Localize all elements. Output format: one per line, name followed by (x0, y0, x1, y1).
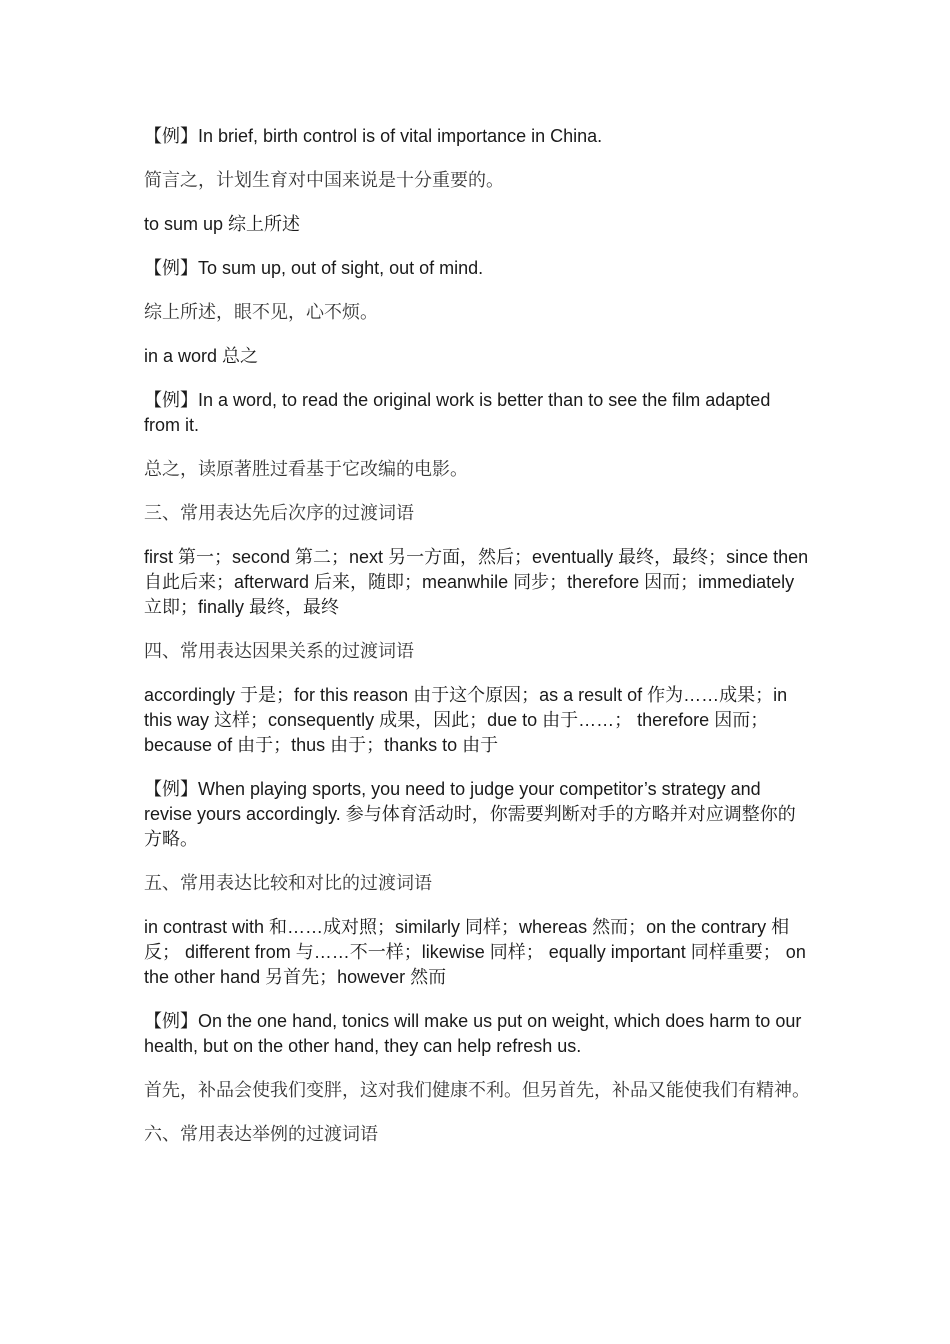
example-sentence: 【例】On the one hand, tonics will make us put on weight, which does harm to our health, but on the other hand, they can help refresh us. (144, 1011, 802, 1056)
vocabulary-list: in contrast with 和……成对照；similarly 同样；whereas 然而；on the contrary 相反； different from 与……不一样；likewise 同样； equally important 同样重要； on the other hand 另首先；however 然而 (144, 917, 806, 987)
phrase-entry: in a word 总之 (144, 346, 259, 366)
vocabulary-list: accordingly 于是；for this reason 由于这个原因；as a result of 作为……成果；in this way 这样；consequently 成果，因此；due to 由于……； therefore 因而；because of 由于；thus 由于；thanks to 由于 (144, 685, 788, 755)
section-heading: 六、常用表达举例的过渡词语 (144, 1124, 378, 1145)
section-heading: 四、常用表达因果关系的过渡词语 (144, 641, 414, 662)
example-sentence: 【例】When playing sports, you need to judge your competitor’s strategy and revise yours accordingly. 参与体育活动时，你需要判断对手的方略并对应调整你的方略。 (144, 779, 796, 849)
section-heading: 三、常用表达先后次序的过渡词语 (144, 503, 414, 524)
vocabulary-list: first 第一；second 第二；next 另一方面，然后；eventually 最终，最终；since then 自此后来；afterward 后来，随即；meanwhile 同步；therefore 因而；immediately 立即；finally 最终，最终 (144, 547, 809, 617)
translation: 简言之，计划生育对中国来说是十分重要的。 (144, 170, 504, 191)
document-body (144, 124, 810, 1166)
example-sentence: 【例】To sum up, out of sight, out of mind. (144, 258, 484, 278)
translation: 总之，读原著胜过看基于它改编的电影。 (144, 459, 468, 480)
phrase-entry: to sum up 综上所述 (144, 214, 301, 234)
example-sentence: 【例】In a word, to read the original work is better than to see the film adapted from it. (144, 390, 771, 435)
section-heading: 五、常用表达比较和对比的过渡词语 (144, 873, 432, 894)
example-sentence: 【例】In brief, birth control is of vital importance in China. (144, 126, 603, 146)
translation: 综上所述，眼不见，心不烦。 (144, 302, 378, 323)
translation: 首先，补品会使我们变胖，这对我们健康不利。但另首先，补品又能使我们有精神。 (144, 1080, 810, 1101)
